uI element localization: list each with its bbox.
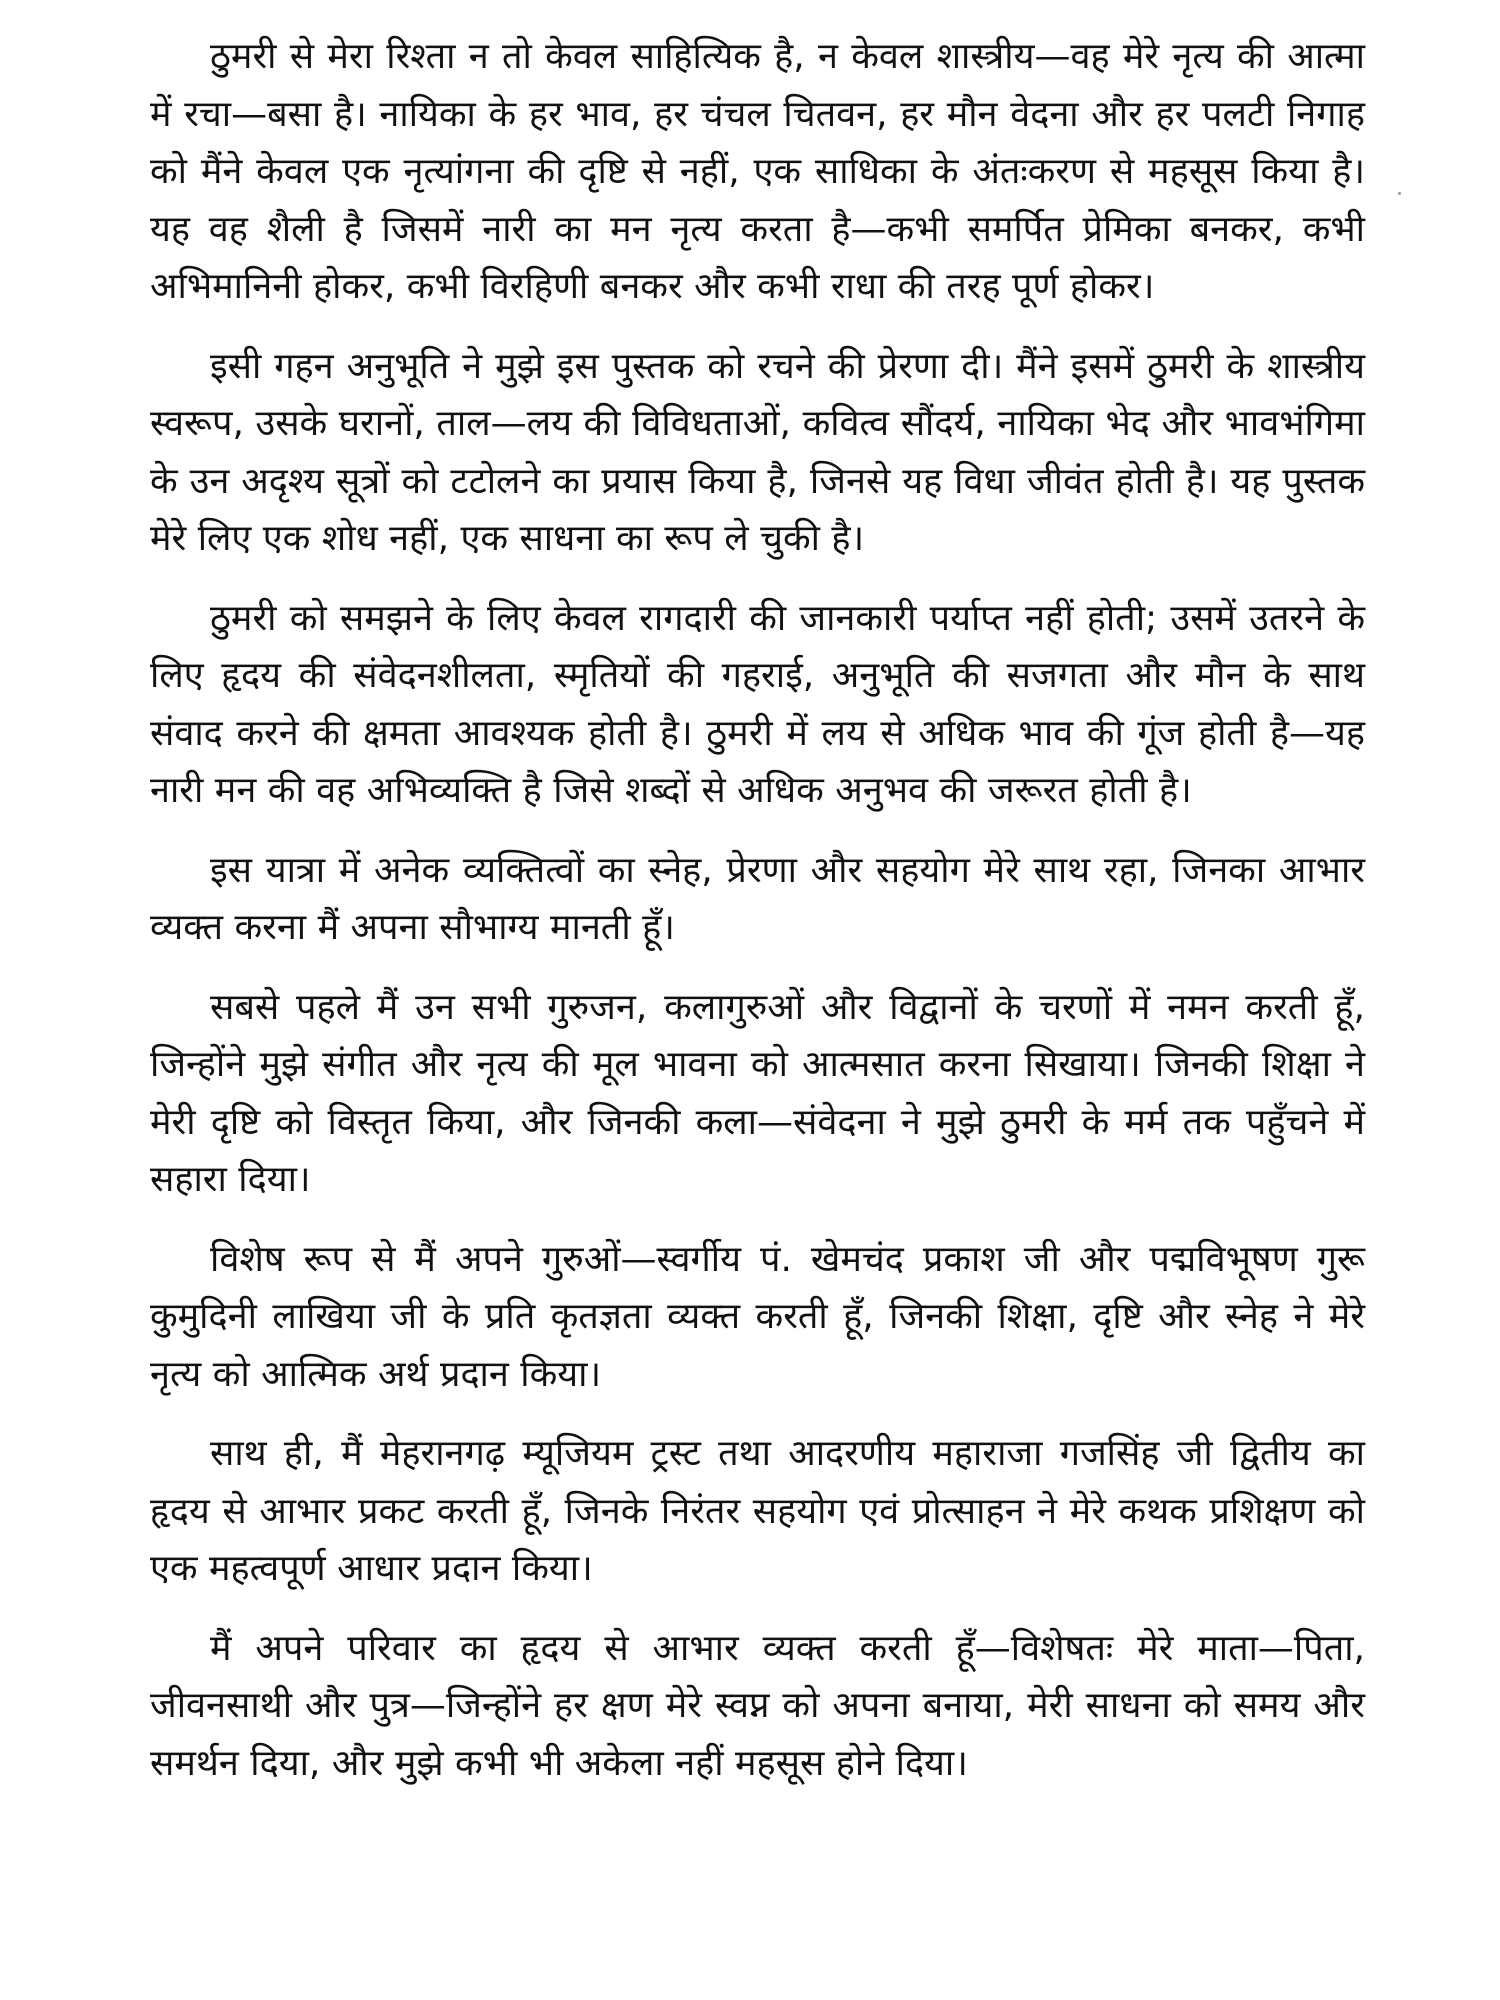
paragraph-mehrangarh-thanks: साथ ही, मैं मेहरानगढ़ म्यूजियम ट्रस्ट तथा आदरणीय महाराजा गजसिंह जी द्वितीय का हृदय से आभार प्रकट करती हूँ, जिनके निरंतर सहयोग एवं प्रोत्साहन ने मेरे कथक प्रशिक्षण को एक महत्वपूर्ण आधार प्रदान किया। (150, 1433, 1365, 1589)
paragraph-gurus-thanks: विशेष रूप से मैं अपने गुरुओं—स्वर्गीय पं. खेमचंद प्रकाश जी और पद्मविभूषण गुरू कुमुदिनी लाखिया जी के प्रति कृतज्ञता व्यक्त करती हूँ, जिनकी शिक्षा, दृष्टि और स्नेह ने मेरे नृत्य को आत्मिक अर्थ प्रदान किया। (150, 1238, 1365, 1395)
body-text (150, 28, 1365, 1792)
paragraph-family-thanks: मैं अपने परिवार का हृदय से आभार व्यक्त करती हूँ—विशेषतः मेरे माता—पिता, जीवनसाथी और पुत्र—जिन्होंने हर क्षण मेरे स्वप्न को अपना बनाया, मेरी साधना को समय और समर्थन दिया, और मुझे कभी भी अकेला नहीं महसूस होने दिया। (150, 1627, 1365, 1784)
paragraph-book-inspiration: इसी गहन अनुभूति ने मुझे इस पुस्तक को रचने की प्रेरणा दी। मैंने इसमें ठुमरी के शास्त्रीय स्वरूप, उसके घरानों, ताल—लय की विविधताओं, कवित्व सौंदर्य, नायिका भेद और भावभंगिमा के उन अदृश्य सूत्रों को टटोलने का प्रयास किया है, जिनसे यह विधा जीवंत होती है। यह पुस्तक मेरे लिए एक शोध नहीं, एक साधना का रूप ले चुकी है। (150, 345, 1365, 559)
paragraph-thumri-relationship: ठुमरी से मेरा रिश्ता न तो केवल साहित्यिक है, न केवल शास्त्रीय—वह मेरे नृत्य की आत्मा में रचा—बसा है। नायिका के हर भाव, हर चंचल चितवन, हर मौन वेदना और हर पलटी निगाह को मैंने केवल एक नृत्यांगना की दृष्टि से नहीं, एक साधिका के अंतःकरण से महसूस किया है। यह वह शैली है जिसमें नारी का मन नृत्य करता है—कभी समर्पित प्रेमिका बनकर, कभी अभिमानिनी होकर, कभी विरहिणी बनकर और कभी राधा की तरह पूर्ण होकर। (150, 36, 1365, 307)
paragraph-understanding-thumri: ठुमरी को समझने के लिए केवल रागदारी की जानकारी पर्याप्त नहीं होती; उसमें उतरने के लिए हृदय की संवेदनशीलता, स्मृतियों की गहराई, अनुभूति की सजगता और मौन के साथ संवाद करने की क्षमता आवश्यक होती है। ठुमरी में लय से अधिक भाव की गूंज होती है—यह नारी मन की वह अभिव्यक्ति है जिसे शब्दों से अधिक अनुभव की जरूरत होती है। (150, 597, 1365, 811)
paragraph-gurujan-thanks: सबसे पहले मैं उन सभी गुरुजन, कलागुरुओं और विद्वानों के चरणों में नमन करती हूँ, जिन्होंने मुझे संगीत और नृत्य की मूल भावना को आत्मसात करना सिखाया। जिनकी शिक्षा ने मेरी दृष्टि को विस्तृत किया, और जिनकी कला—संवेदना ने मुझे ठुमरी के मर्म तक पहुँचने में सहारा दिया। (150, 986, 1365, 1200)
scan-speck (1398, 192, 1401, 195)
paragraph-gratitude-intro: इस यात्रा में अनेक व्यक्तित्वों का स्नेह, प्रेरणा और सहयोग मेरे साथ रहा, जिनका आभार व्यक्त करना मैं अपना सौभाग्य मानती हूँ। (150, 849, 1365, 948)
